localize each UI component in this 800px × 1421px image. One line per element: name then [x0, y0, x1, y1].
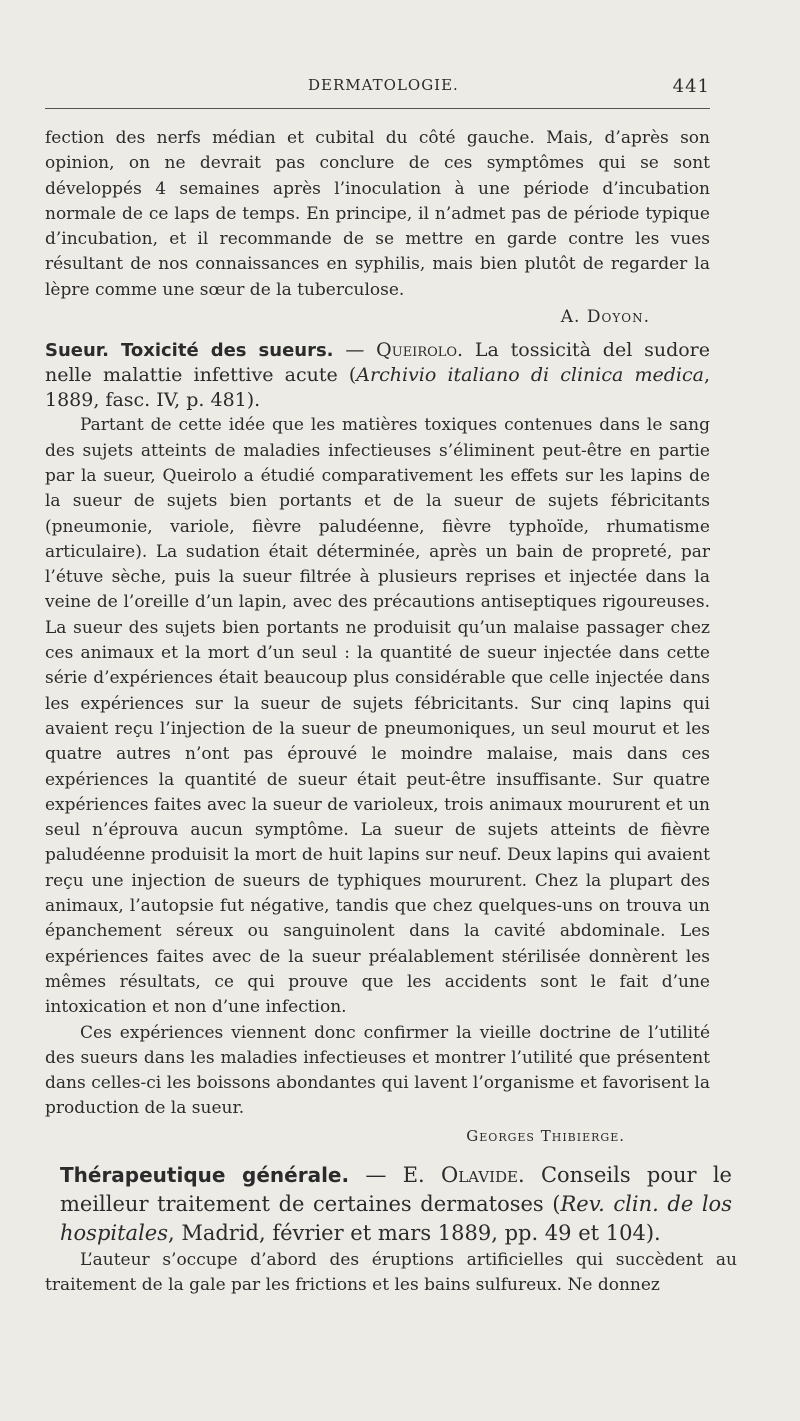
header-rule [45, 108, 710, 109]
dash: — [333, 339, 377, 362]
page-number: 441 [672, 76, 710, 97]
journal-name: Rev. clin. de los hospitales [60, 1191, 732, 1245]
article-author: Queirolo. [376, 339, 464, 362]
article-heading-therapeutique [60, 1161, 732, 1248]
body-paragraph: Ces expériences viennent donc confirmer la vieille doctrine de l’utilité des sueurs dans les maladies infectieuses et montrer l’utilité que présentent dans celles-ci les boissons abondantes qui lavent l’organisme et favorisent la production de la sueur. [45, 1022, 710, 1119]
dash: — [349, 1162, 403, 1187]
body-paragraph: L’auteur s’occupe d’abord des éruptions artificielles qui succèdent au traitement de la gale par les frictions et les bains sulfureux. Ne donnez [45, 1249, 737, 1296]
article-heading-sueur [45, 338, 710, 413]
article-title: Conseils pour le meilleur traitement de certaines dermatoses ( [60, 1162, 732, 1216]
journal-name: Archivio italiano di clinica medica [356, 364, 704, 387]
signature-doyon: A. Doyon. [560, 307, 650, 328]
journal-ref: , 1889, fasc. IV, p. 481). [45, 364, 710, 412]
rubric: Thérapeutique générale. [60, 1162, 350, 1187]
article-title: La tossicità del sudore nelle malattie infettive acute ( [45, 339, 710, 387]
rubric: Sueur. Toxicité des sueurs. [45, 340, 334, 362]
page-body [45, 126, 737, 1299]
header-title: DERMATOLOGIE. [308, 76, 459, 94]
signature-thibierge: Georges Thibierge. [466, 1126, 625, 1145]
article-author: E. Olavide. [402, 1162, 525, 1187]
journal-ref: , Madrid, février et mars 1889, pp. 49 et 104). [167, 1220, 661, 1245]
body-paragraph: Partant de cette idée que les matières toxiques contenues dans le sang des sujets atteints de maladies infectieuses s’éliminent peut-être en partie par la sueur, Queirolo a étudié comparativement les effets sur les lapins de la sueur de sujets bien portants et de la sueur de sujets fébricitants (pneumonie, variole, fièvre paludéenne, fièvre typhoïde, rhumatisme articulaire). La sudation était déterminée, après un bain de propreté, par l’étuve sèche, puis la sueur filtrée à plusieurs reprises et injectée dans la veine de l’oreille d’un lapin, avec des précautions antiseptiques rigoureuses. La sueur des sujets bien portants ne produisit qu’un malaise passager chez ces animaux et la mort d’un seul : la quantité de sueur injectée dans cette série d’expériences était beaucoup plus considérable que celle injectée dans les expériences sur la sueur de sujets fébricitants. Sur cinq lapins qui avaient reçu l’injection de la sueur de pneumoniques, un seul mourut et les quatre autres n’ont pas éprouvé le moindre malaise, mais dans ces expériences la quantité de sueur était peut-être insuffisante. Sur quatre expériences faites avec la sueur de varioleux, trois animaux moururent et un seul n’éprouva aucun symptôme. La sueur de sujets atteints de fièvre paludéenne produisit la mort de huit lapins sur neuf. Deux lapins qui avaient reçu une injection de sueurs de typhiques moururent. Chez la plupart des animaux, l’autopsie fut négative, tandis que chez quelques-uns on trouva un épanchement séreux ou sanguinolent dans la cavité abdominale. Les expériences faites avec de la sueur préalablement stérilisée donnèrent les mêmes résultats, ce qui prouve que les accidents sont le fait d’une intoxication et non d’une infection. [45, 415, 710, 1018]
running-header [40, 76, 710, 102]
intro-paragraph: fection des nerfs médian et cubital du côté gauche. Mais, d’après son opinion, on ne devrait pas conclure de ces symptômes qui se sont développés 4 semaines après l’inoculation à une période d’incubation normale de ce laps de temps. En principe, il n’admet pas de période typique d’incubation, et il recommande de se mettre en garde contre les vues résultant de nos connaissances en syphilis, mais bien plutôt de regarder la lèpre comme une sœur de la tuberculose. [45, 128, 710, 300]
